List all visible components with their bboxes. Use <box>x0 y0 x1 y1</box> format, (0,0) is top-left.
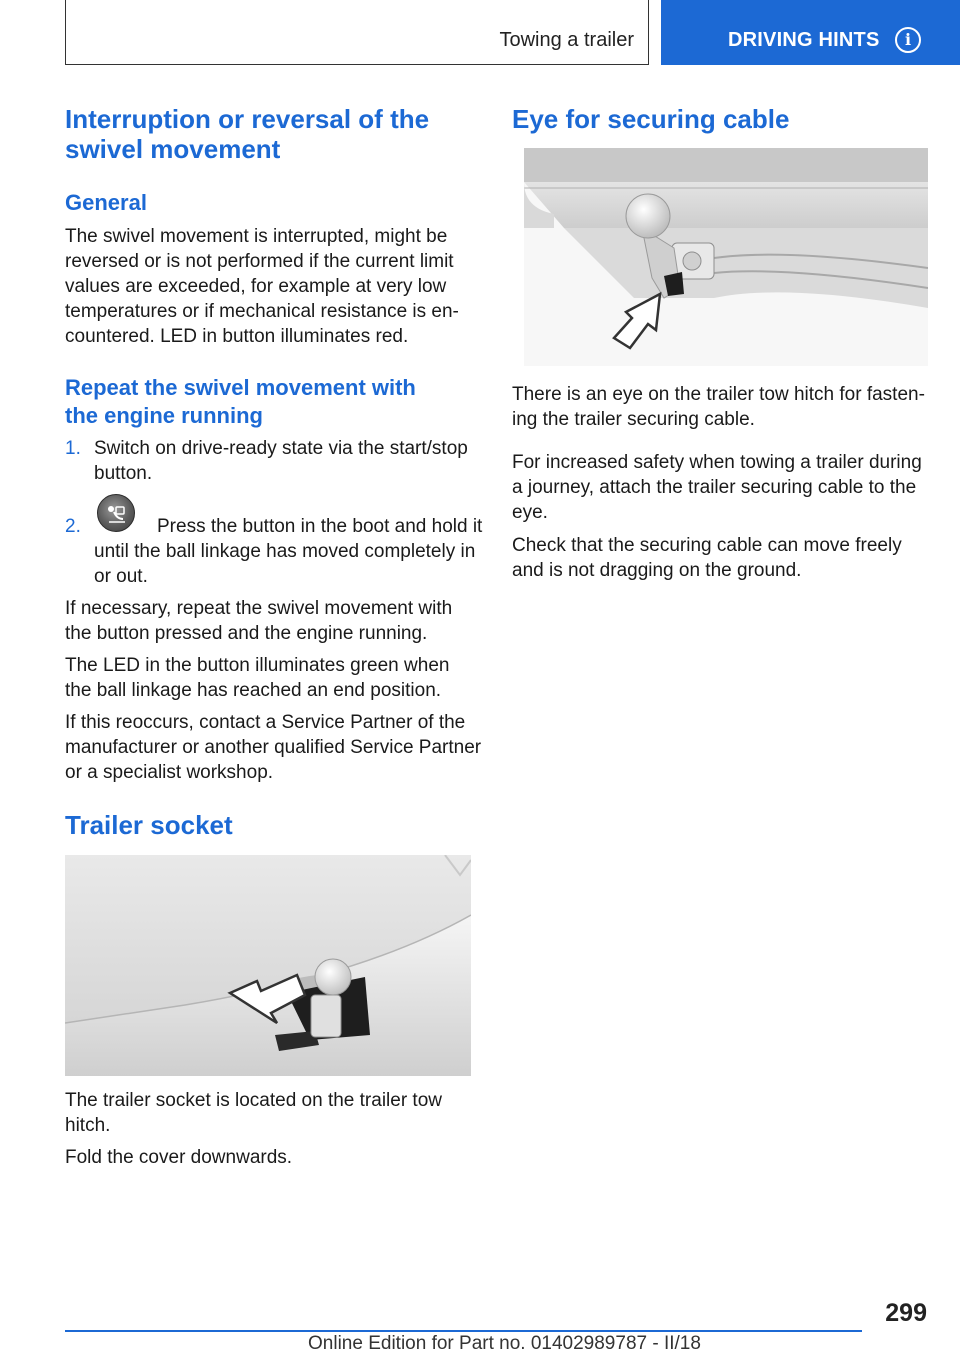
step-1-number: 1. <box>65 438 81 459</box>
paragraph-check: Check that the securing cable can move freely and is not dragging on the ground. <box>512 535 902 581</box>
trailer-socket-illustration <box>65 855 471 1076</box>
paragraph-safety: For increased safety when towing a trailer during a journey, attach the trailer securing cable to the eye. <box>512 452 922 523</box>
heading-trailer-socket: Trailer socket <box>65 810 233 840</box>
heading-eye: Eye for securing cable <box>512 104 790 134</box>
heading-repeat: Repeat the swivel movement with the engine running <box>65 375 416 428</box>
paragraph-fold: Fold the cover downwards. <box>65 1147 293 1168</box>
step-2-text: Press the button in the boot and hold it until the ball linkage has moved completely in or out. <box>94 516 483 587</box>
paragraph-eye: There is an eye on the trailer tow hitch for fasten‐ ing the trailer securing cable. <box>512 384 925 430</box>
header-chapter-tab[interactable] <box>661 0 960 65</box>
footer-edition: Online Edition for Part no. 01402989787 - II/18 <box>308 1333 701 1354</box>
info-icon[interactable]: i <box>895 27 921 53</box>
paragraph-socket: The trailer socket is located on the trailer tow hitch. <box>65 1090 443 1136</box>
paragraph-led: The LED in the button illuminates green when the ball linkage has reached an end position. <box>65 655 450 701</box>
securing-cable-eye-illustration <box>524 148 928 366</box>
step-2-number: 2. <box>65 516 81 537</box>
paragraph-reoccurs: If this reoccurs, contact a Service Partner of the manufacturer or another qualified Service Partner or a specialist workshop. <box>65 712 482 783</box>
paragraph-necessary: If necessary, repeat the swivel movement with the button pressed and the engine running. <box>65 598 453 644</box>
step-1-text: Switch on drive-ready state via the start/stop button. <box>94 438 468 484</box>
header-section-box <box>65 0 649 65</box>
header-chapter-label: DRIVING HINTS <box>728 29 880 51</box>
header-section-title: Towing a trailer <box>499 29 634 51</box>
page-number: 299 <box>885 1299 927 1327</box>
paragraph-general: The swivel movement is interrupted, might be reversed or is not performed if the current limit values are exceeded, for example at very low temperatures or if mechanical resistance is en‐ countered. LED in button illuminates red. <box>65 226 459 347</box>
footer-divider <box>65 1330 862 1332</box>
heading-general: General <box>65 190 147 215</box>
heading-interruption: Interruption or reversal of the swivel movement <box>65 104 430 164</box>
